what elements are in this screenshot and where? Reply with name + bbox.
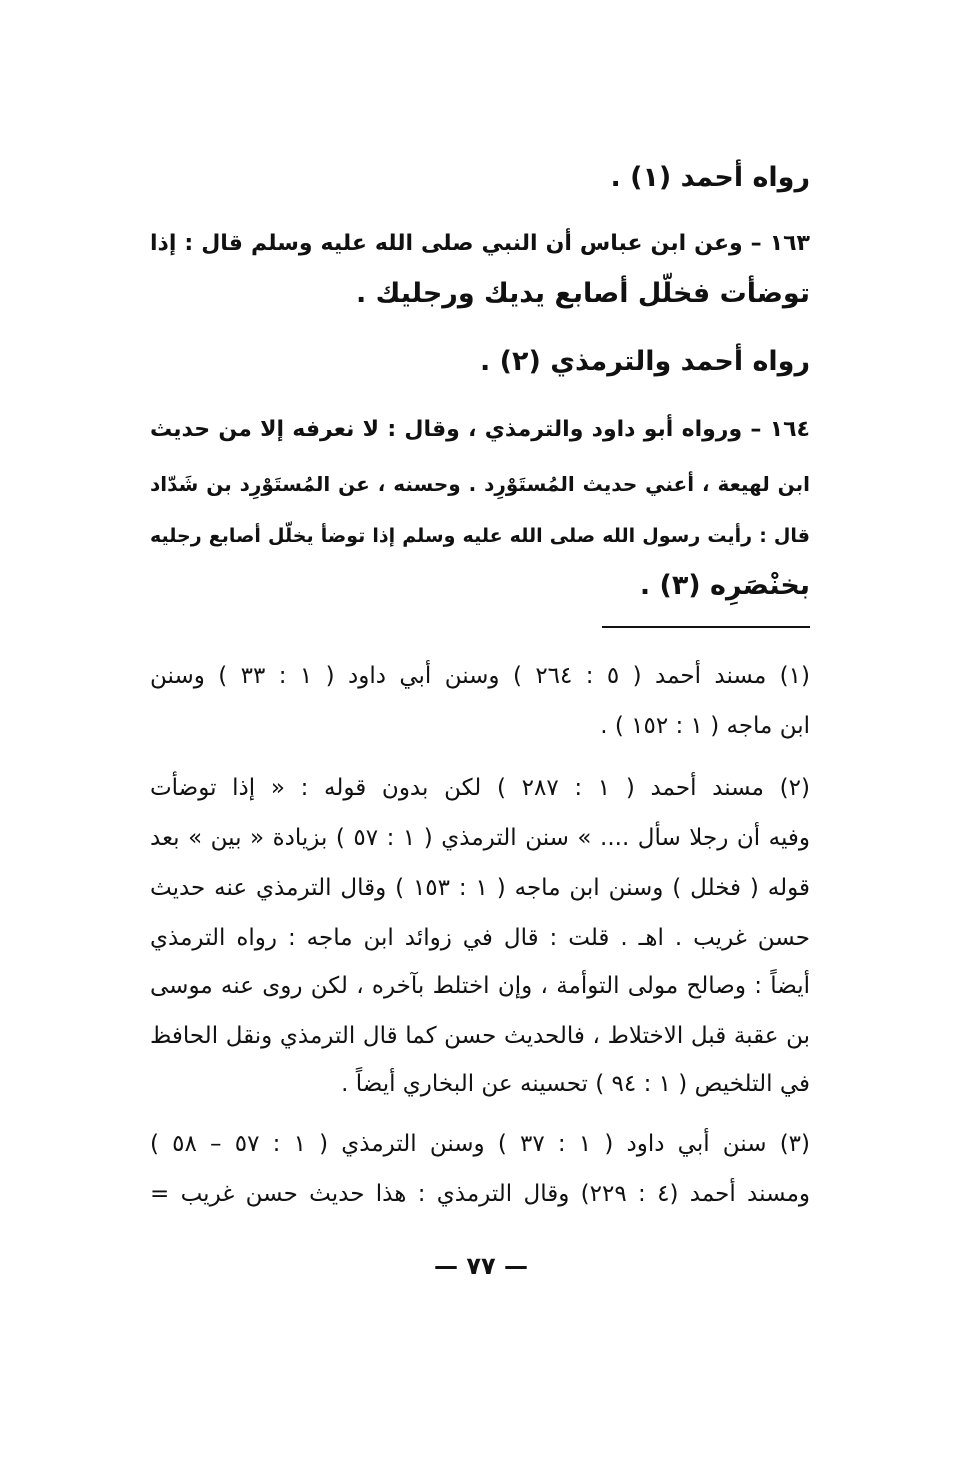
body-line-2: ١٦٣ – وعن ابن عباس أن النبي صلى الله عليه وسلم قال : إذا [150, 231, 810, 256]
footnote-line-11: ومسند أحمد (٤ : ٢٢٩) وقال الترمذي : هذا حديث حسن غريب = [150, 1181, 811, 1207]
body-line-6: ابن لهيعة ، أعني حديث المُستَوْرِد . وحسنه ، عن المُستَوْرِد بن شَدّاد [150, 472, 810, 496]
footnote-line-3: (٢) مسند أحمد ( ١ : ٢٨٧ ) لكن بدون قوله : « إذا توضأت [150, 775, 810, 801]
footnote-line-5: قوله ( فخلل ) وسنن ابن ماجه ( ١ : ١٥٣ ) وقال الترمذي عنه حديث [150, 875, 810, 901]
page-number: — ٧٧ — [433, 1252, 528, 1280]
footnote-line-2: ابن ماجه ( ١ : ١٥٢ ) . [600, 713, 810, 739]
body-line-5: ١٦٤ – ورواه أبو داود والترمذي ، وقال : لا نعرفه إلا من حديث [150, 417, 810, 442]
body-line-8: بخنْصَرِه (٣) . [639, 570, 810, 601]
footnote-line-1: (١) مسند أحمد ( ٥ : ٢٦٤ ) وسنن أبي داود ( ١ : ٣٣ ) وسنن [150, 663, 810, 689]
footnote-line-4: وفيه أن رجلا سأل .... » سنن الترمذي ( ١ : ٥٧ ) بزيادة « بين » بعد [150, 825, 810, 851]
footnote-line-7: أيضاً : وصالح مولى التوأمة ، وإن اختلط بآخره ، لكن روى عنه موسى [150, 973, 810, 999]
body-line-3: توضأت فخلّل أصابع يديك ورجليك . [356, 278, 810, 309]
body-line-1: رواه أحمد (١) . [610, 162, 810, 193]
footnote-line-6: حسن غريب . اهـ . قلت : قال في زوائد ابن ماجه : رواه الترمذي [150, 925, 810, 951]
footnote-line-8: بن عقبة قبل الاختلاط ، فالحديث حسن كما قال الترمذي ونقل الحافظ [150, 1023, 810, 1049]
footnote-line-9: في التلخيص ( ١ : ٩٤ ) تحسينه عن البخاري أيضاً . [341, 1071, 810, 1097]
footnote-line-10: (٣) سنن أبي داود ( ١ : ٣٧ ) وسنن الترمذي ( ١ : ٥٧ – ٥٨ ) [150, 1131, 811, 1157]
body-line-4: رواه أحمد والترمذي (٢) . [479, 346, 810, 377]
footnote-separator [602, 626, 810, 628]
body-line-7: قال : رأيت رسول الله صلى الله عليه وسلم إذا توضأ يخلّل أصابع رجليه [150, 525, 810, 547]
